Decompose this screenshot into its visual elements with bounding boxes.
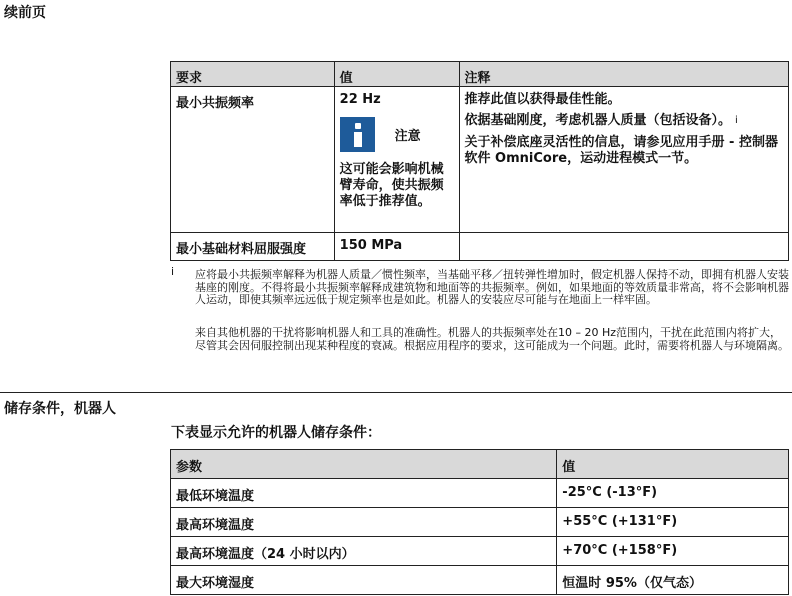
note-text: 这可能会影响机械臂寿命，使共振频率低于推荐值。 (339, 162, 444, 209)
footnote-paragraph: 来自其他机器的干扰将影响机器人和工具的准确性。机器人的共振频率处在10 – 20 Hz范围内，干扰在此范围内将扩大，尽管其会因伺服控制出现某种程度的衰减。根据应用程序的要求，这可能成为一个问题。此时，需要将机器人与环境隔离。 (195, 326, 789, 352)
note-label: 注意 (394, 129, 421, 144)
requirement-cell: 最小基础材料屈服强度 (171, 233, 335, 261)
column-header: 参数 (171, 450, 557, 479)
comment-cell (459, 87, 788, 233)
table-header-row (171, 450, 789, 479)
value-cell: +55°C (+131°F) (557, 508, 789, 537)
comment-text: 依据基础刚度，考虑机器人质量（包括设备）。 (464, 113, 732, 128)
param-cell: 最高环境温度（24 小时以内） (171, 537, 557, 566)
info-icon (340, 117, 375, 152)
comment-cell (459, 233, 788, 261)
table-row (171, 508, 789, 537)
column-header: 注释 (459, 62, 788, 87)
table-row (171, 87, 789, 233)
value-text: 22 Hz (339, 92, 381, 107)
continued-label: 续前页 (4, 5, 46, 21)
table-row (171, 233, 789, 261)
table-row (171, 566, 789, 595)
value-cell (334, 87, 459, 233)
section-title: 储存条件，机器人 (4, 401, 116, 417)
section-intro: 下表显示允许的机器人储存条件： (171, 425, 381, 441)
table-header-row (171, 62, 789, 87)
footnote-paragraph: 应将最小共振频率解释为机器人质量／惯性频率，当基础平移／扭转弹性增加时，假定机器人保持不动，即拥有机器人安装基座的刚度。不得将最小共振频率解释成建筑物和地面等的共振频率。例如，如果地面的等效质量非常高，将不会影响机器人运动，即使其频率远远低于规定频率也是如此。机器人的安装应尽可能与在地面上一样牢固。 (195, 268, 789, 306)
value-cell: -25°C (-13°F) (557, 479, 789, 508)
footnote-mark: i (171, 265, 175, 278)
column-header: 值 (334, 62, 459, 87)
value-cell: 恒温时 95%（仅气态） (557, 566, 789, 595)
comment-line: 推荐此值以获得最佳性能。 (464, 92, 621, 107)
note-callout (340, 117, 454, 152)
value-cell: 150 MPa (334, 233, 459, 261)
footnote-marker: i (735, 115, 738, 126)
section-divider (0, 392, 792, 393)
value-cell: +70°C (+158°F) (557, 537, 789, 566)
param-cell: 最低环境温度 (171, 479, 557, 508)
param-cell: 最大环境湿度 (171, 566, 557, 595)
requirements-table (170, 61, 789, 261)
comment-line (465, 113, 783, 129)
table-row (171, 479, 789, 508)
requirement-cell: 最小共振频率 (171, 87, 335, 233)
table-row (171, 537, 789, 566)
column-header: 要求 (171, 62, 335, 87)
column-header: 值 (557, 450, 789, 479)
storage-table (170, 449, 789, 595)
comment-line: 关于补偿底座灵活性的信息，请参见应用手册 - 控制器软件 OmniCore，运动进程模式一节。 (464, 135, 778, 166)
param-cell: 最高环境温度 (171, 508, 557, 537)
